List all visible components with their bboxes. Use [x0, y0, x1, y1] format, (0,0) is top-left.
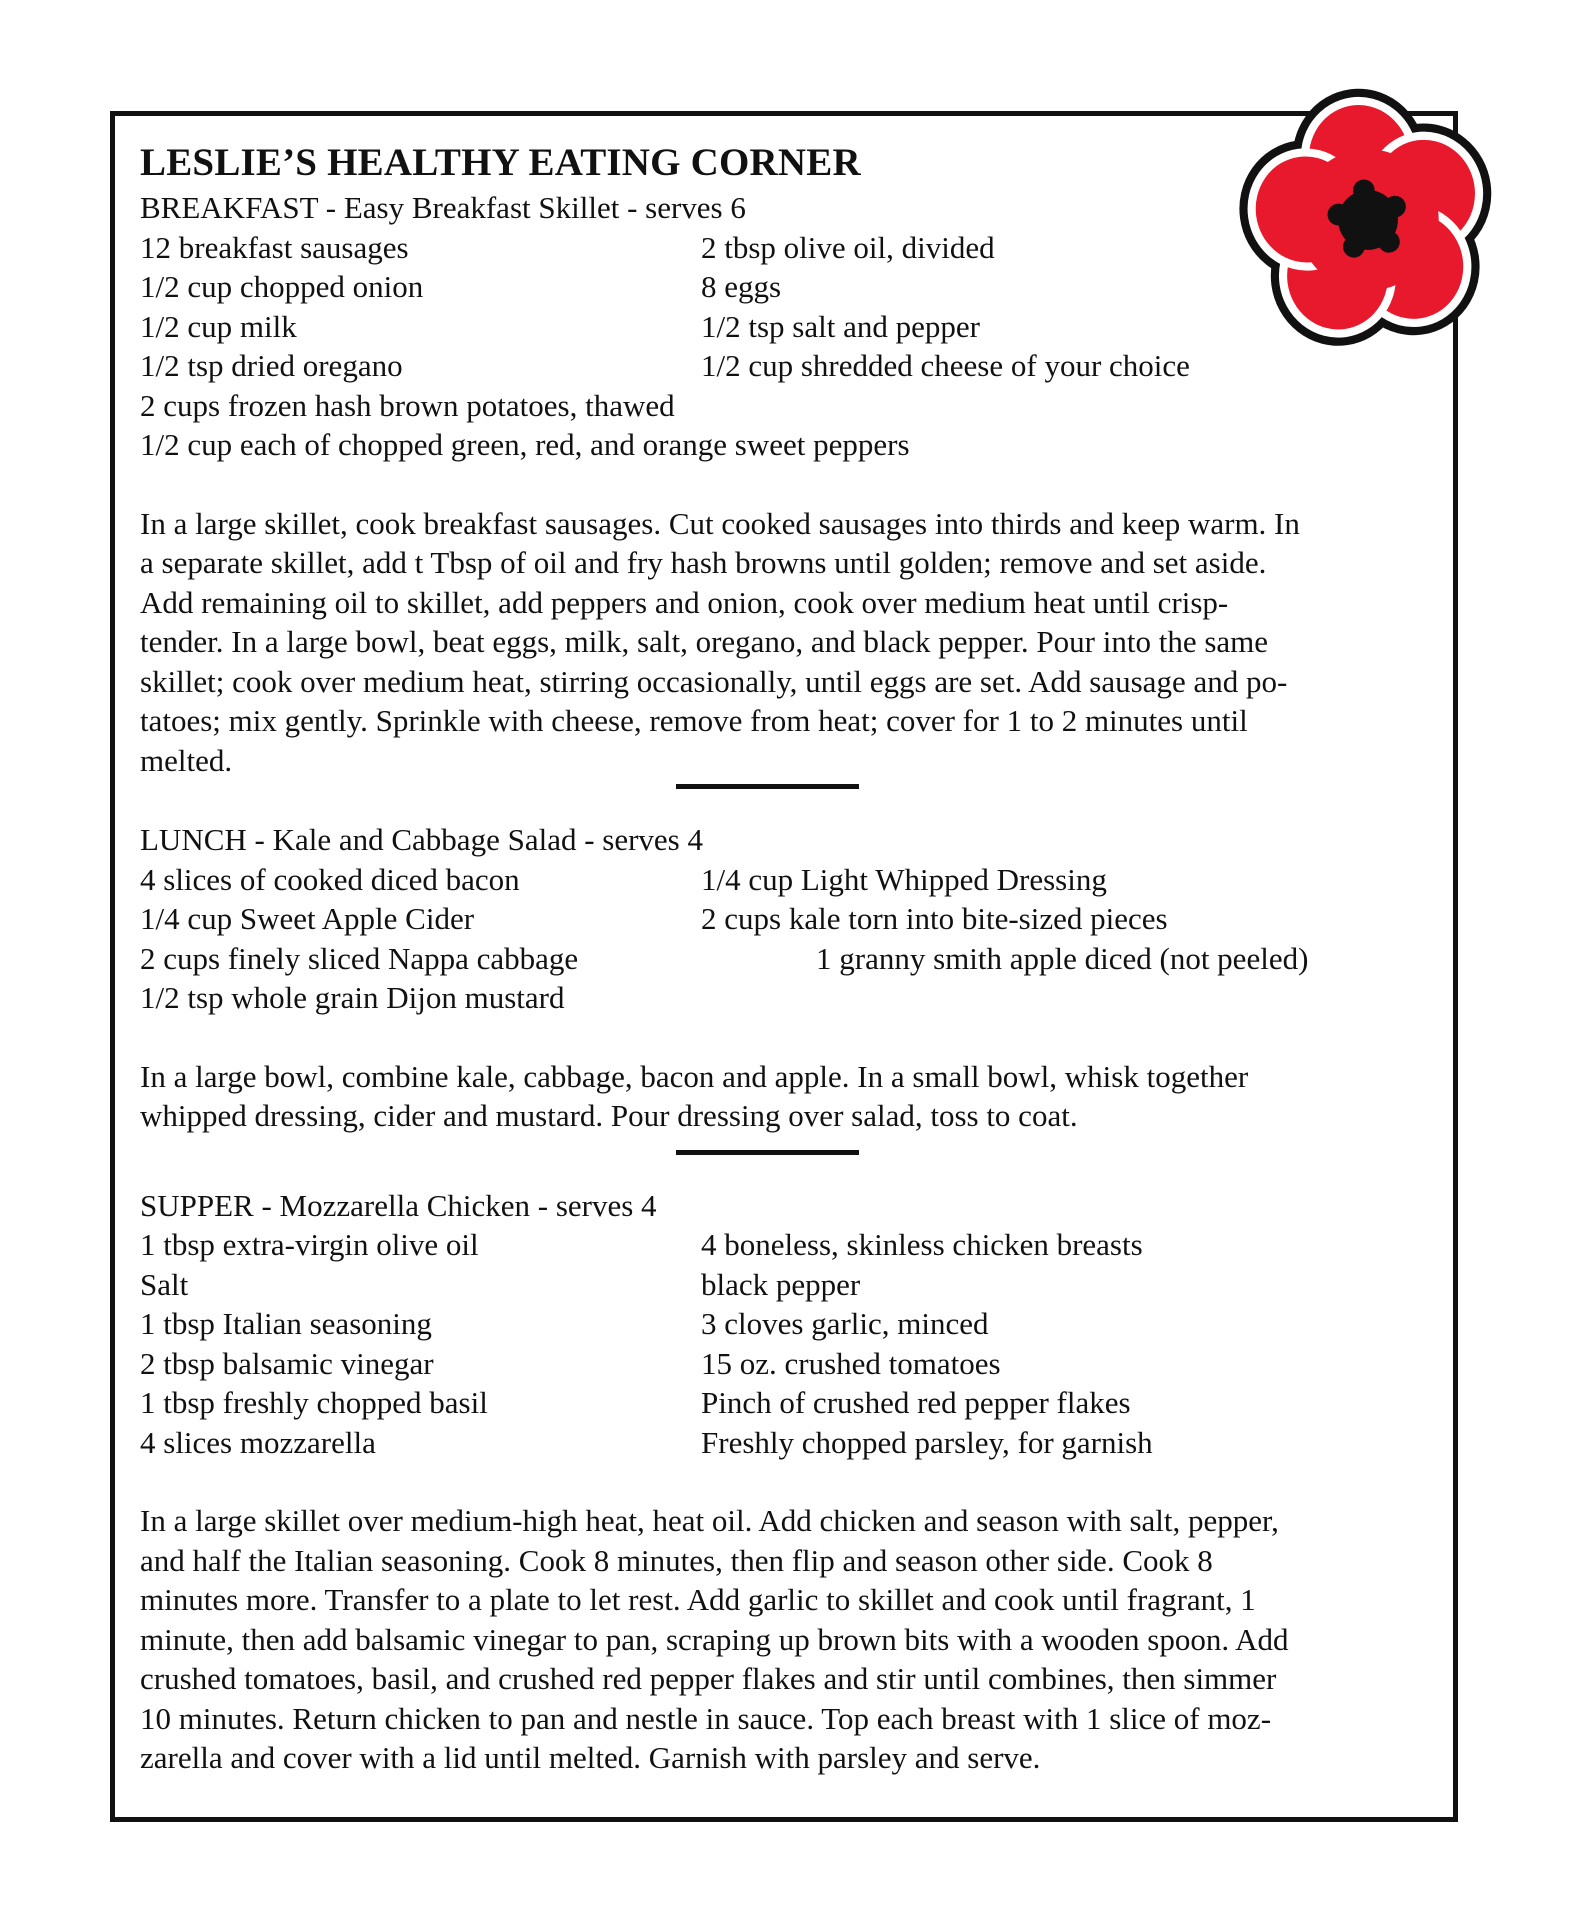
instruction-line: minutes more. Transfer to a plate to let rest. Add garlic to skillet and cook until fragrant, 1 — [140, 1582, 1256, 1617]
supper-section — [140, 1186, 1430, 1778]
ingredient-row — [140, 1423, 1430, 1463]
ingredient-row — [140, 228, 1430, 268]
page-title: LESLIE’S HEALTHY EATING CORNER — [140, 141, 861, 184]
instruction-line: In a large bowl, combine kale, cabbage, bacon and apple. In a small bowl, whisk together — [140, 1058, 1249, 1094]
recipe-content — [140, 138, 1430, 1778]
ingredient: 4 slices mozzarella — [140, 1424, 376, 1460]
ingredient: Salt — [140, 1266, 189, 1302]
ingredient: 2 cups frozen hash brown potatoes, thawed — [140, 387, 675, 423]
instruction-line: 10 minutes. Return chicken to pan and nestle in sauce. Top each breast with 1 slice of moz- — [140, 1700, 1272, 1736]
instruction-line: tatoes; mix gently. Sprinkle with cheese, remove from heat; cover for 1 to 2 minutes until — [140, 703, 1248, 738]
instruction-line: whipped dressing, cider and mustard. Pour dressing over salad, toss to coat. — [140, 1098, 1078, 1133]
ingredient-row — [140, 1344, 1430, 1384]
ingredient: Pinch of crushed red pepper flakes — [701, 1385, 1131, 1420]
ingredient-row — [140, 346, 1430, 386]
ingredient: 1 tbsp Italian seasoning — [140, 1306, 432, 1341]
instruction-line: Add remaining oil to skillet, add peppers and onion, cook over medium heat until crisp- — [140, 584, 1229, 620]
lunch-section — [140, 820, 1430, 1136]
ingredient: 4 boneless, skinless chicken breasts — [701, 1227, 1143, 1262]
instruction-line: zarella and cover with a lid until melted. Garnish with parsley and serve. — [140, 1740, 1041, 1775]
ingredient: 1 tbsp freshly chopped basil — [140, 1385, 488, 1420]
ingredient-row — [140, 1304, 1430, 1344]
instruction-line: tender. In a large bowl, beat eggs, milk, salt, oregano, and black pepper. Pour into the same — [140, 624, 1269, 659]
breakfast-heading: BREAKFAST - Easy Breakfast Skillet - serves 6 — [140, 190, 746, 225]
ingredient-row — [140, 978, 1430, 1018]
ingredient: 2 tbsp olive oil, divided — [701, 229, 995, 265]
instruction-line: and half the Italian seasoning. Cook 8 minutes, then flip and season other side. Cook 8 — [140, 1542, 1213, 1578]
ingredient: 2 cups kale torn into bite-sized pieces — [701, 901, 1168, 936]
ingredient: 1/4 cup Sweet Apple Cider — [140, 901, 475, 936]
ingredient-row — [140, 267, 1430, 307]
ingredient: 2 tbsp balsamic vinegar — [140, 1345, 434, 1381]
ingredient-row — [140, 1383, 1430, 1423]
ingredient: 1/4 cup Light Whipped Dressing — [701, 861, 1107, 897]
ingredient-row — [140, 860, 1430, 900]
lunch-instructions — [140, 1057, 1430, 1136]
instruction-line: minute, then add balsamic vinegar to pan, scraping up brown bits with a wooden spoon. Add — [140, 1621, 1289, 1657]
ingredient: 1/2 tsp dried oregano — [140, 348, 403, 383]
ingredient: 4 slices of cooked diced bacon — [140, 861, 520, 897]
instruction-line: In a large skillet over medium-high heat, heat oil. Add chicken and season with salt, pepper, — [140, 1503, 1279, 1538]
breakfast-instructions — [140, 504, 1430, 781]
supper-instructions — [140, 1501, 1430, 1778]
ingredient-row — [140, 1265, 1430, 1305]
supper-heading: SUPPER - Mozzarella Chicken - serves 4 — [140, 1187, 657, 1223]
ingredient: 1/2 tsp salt and pepper — [701, 308, 980, 344]
ingredient: 1/2 cup shredded cheese of your choice — [701, 348, 1190, 383]
ingredient-row — [140, 899, 1430, 939]
instruction-line: skillet; cook over medium heat, stirring occasionally, until eggs are set. Add sausage and po- — [140, 663, 1288, 699]
lunch-heading: LUNCH - Kale and Cabbage Salad - serves 4 — [140, 822, 703, 857]
instruction-line: crushed tomatoes, basil, and crushed red pepper flakes and stir until combines, then simmer — [140, 1661, 1277, 1696]
ingredient: black pepper — [701, 1266, 861, 1302]
ingredient: 1/2 cup each of chopped green, red, and orange sweet peppers — [140, 427, 910, 462]
ingredient: Freshly chopped parsley, for garnish — [701, 1424, 1153, 1460]
ingredient: 8 eggs — [701, 269, 782, 304]
ingredient: 1 tbsp extra-virgin olive oil — [140, 1227, 479, 1262]
ingredient: 12 breakfast sausages — [140, 229, 409, 265]
instruction-line: a separate skillet, add t Tbsp of oil and fry hash browns until golden; remove and set aside. — [140, 545, 1267, 580]
ingredient-row — [140, 307, 1430, 347]
ingredient-row — [140, 1225, 1430, 1265]
ingredient: 1/2 tsp whole grain Dijon mustard — [140, 980, 565, 1015]
breakfast-section — [140, 188, 1430, 780]
ingredient: 2 cups finely sliced Nappa cabbage — [140, 940, 579, 976]
ingredient: 3 cloves garlic, minced — [701, 1306, 989, 1341]
ingredient: 1 granny smith apple diced (not peeled) — [816, 940, 1309, 976]
instruction-line: In a large skillet, cook breakfast sausages. Cut cooked sausages into thirds and keep warm. In — [140, 505, 1300, 541]
ingredient-row — [140, 939, 1430, 979]
ingredient: 15 oz. crushed tomatoes — [701, 1345, 1001, 1381]
ingredient: 1/2 cup milk — [140, 308, 297, 344]
instruction-line: melted. — [140, 742, 233, 778]
ingredient: 1/2 cup chopped onion — [140, 269, 424, 304]
